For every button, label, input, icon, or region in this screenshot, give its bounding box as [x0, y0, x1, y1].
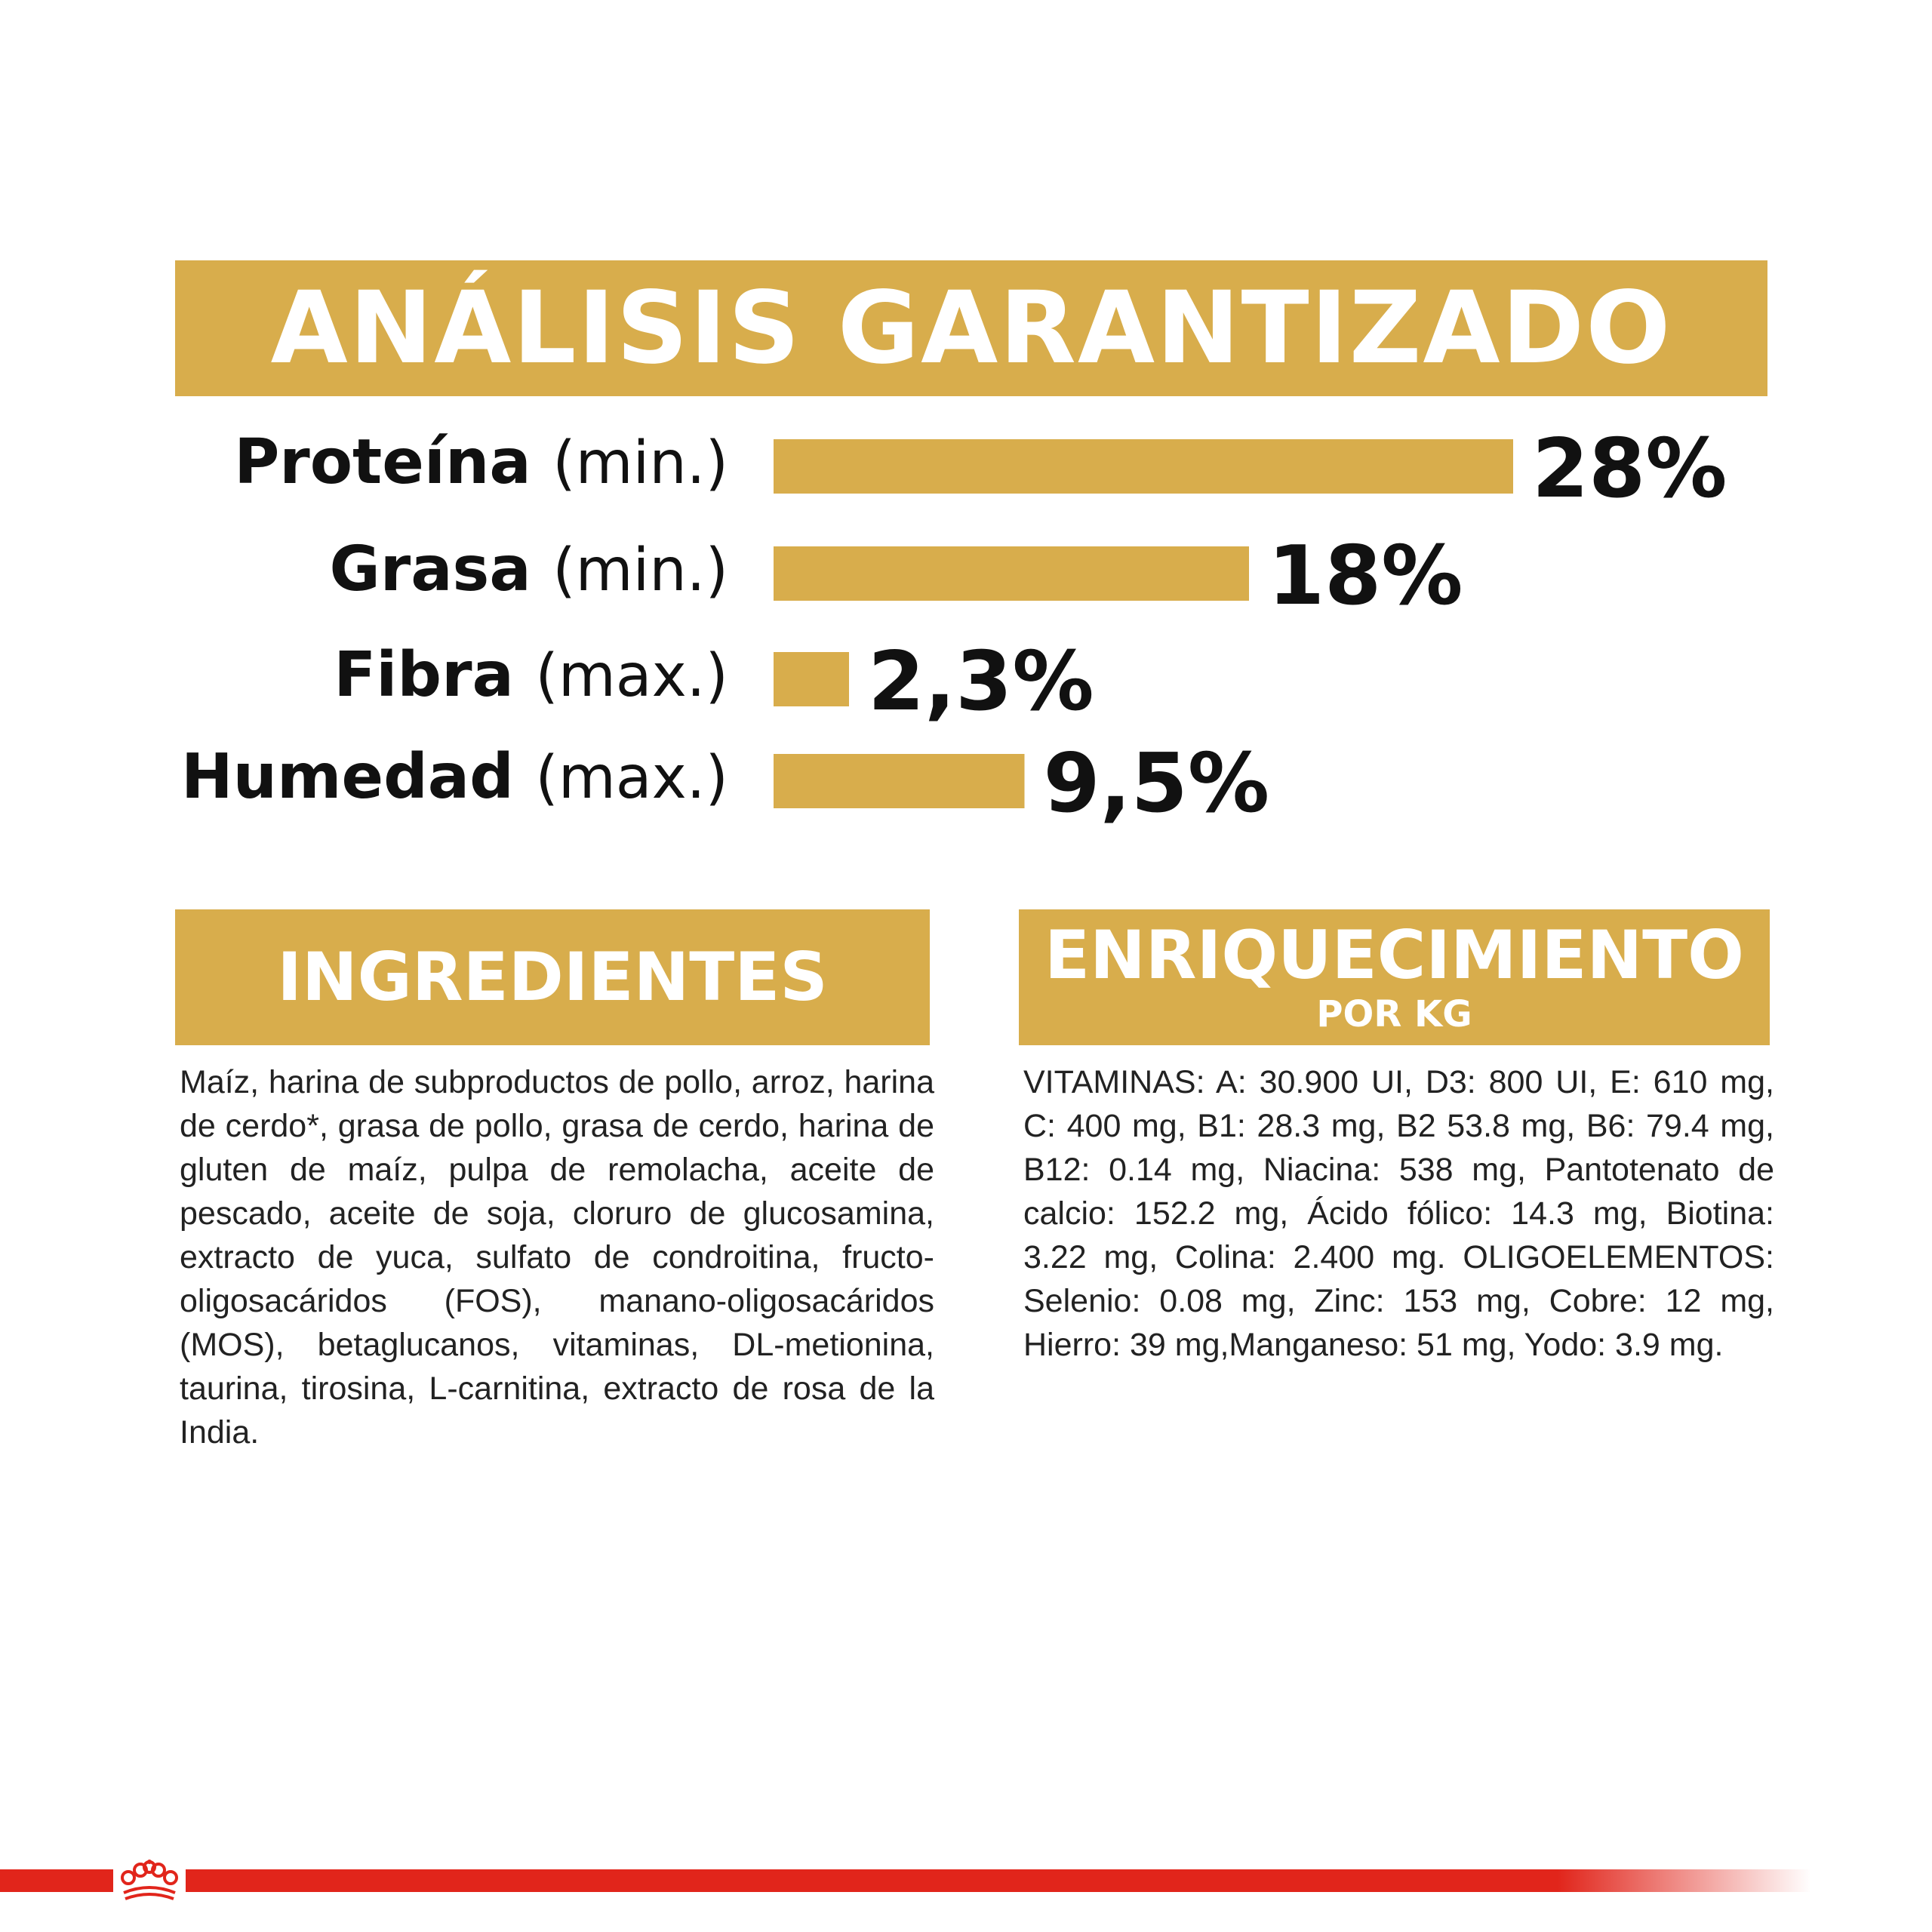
- value-label-grasa: 18%: [1268, 529, 1463, 623]
- row-qualifier: (min.): [552, 537, 728, 605]
- enrichment-title: ENRIQUECIMIENTO: [1044, 916, 1744, 994]
- row-qualifier: (min.): [552, 429, 728, 497]
- enrichment-header: [1019, 909, 1770, 1045]
- row-label-fibra: [334, 639, 728, 711]
- bar-fibra: [774, 652, 849, 706]
- row-qualifier: (max.): [535, 642, 728, 710]
- row-label-proteína: [234, 426, 728, 498]
- chart-title-banner: [175, 260, 1767, 396]
- value-label-humedad: 9,5%: [1043, 737, 1270, 831]
- row-label-grasa: [329, 534, 728, 605]
- ingredients-header: [175, 909, 930, 1045]
- chart-title: ANÁLISIS GARANTIZADO: [270, 270, 1672, 386]
- row-category: Grasa: [329, 534, 553, 605]
- row-category: Proteína: [234, 426, 553, 498]
- value-label-fibra: 2,3%: [868, 635, 1094, 729]
- row-category: Fibra: [334, 639, 536, 711]
- row-qualifier: (max.): [535, 744, 728, 812]
- bar-grasa: [774, 546, 1249, 601]
- guaranteed-analysis-chart: [0, 423, 1932, 845]
- enrichment-subtitle: POR KG: [1316, 993, 1472, 1035]
- enrichment-text: VITAMINAS: A: 30.900 UI, D3: 800 UI, E: 610 mg, C: 400 mg, B1: 28.3 mg, B2 53.8 mg, B6: 79.4 mg, B12: 0.14 mg, Niacina: 538 mg, Pantotenato de calcio: 152.2 mg, Ácido fólico: 14.3 mg, Biotina: 3.22 mg, Colina: 2.400 mg. OLIGOELEMENTOS: Selenio: 0.08 mg, Zinc: 153 mg, Cobre: 12 mg, Hierro: 39 mg,Manganeso: 51 mg, Yodo: 3.9 mg.: [1023, 1064, 1774, 1363]
- row-label-humedad: [181, 741, 728, 813]
- bar-proteína: [774, 439, 1513, 494]
- crown-icon: [118, 1860, 181, 1902]
- footer-brand-bar: [0, 1869, 1811, 1892]
- value-label-proteína: 28%: [1532, 422, 1727, 516]
- ingredients-title: INGREDIENTES: [277, 938, 828, 1016]
- ingredients-text: Maíz, harina de subproductos de pollo, arroz, harina de cerdo*, grasa de pollo, grasa de cerdo, harina de gluten de maíz, pulpa de remolacha, aceite de pescado, aceite de soja, cloruro de glucosamina, extracto de yuca, sulfato de condroitina, fructo-oligosacáridos (FOS), manano-oligosacáridos (MOS), betaglucanos, vitaminas, DL-metionina, taurina, tirosina, L-carnitina, extracto de rosa de la India.: [180, 1064, 934, 1451]
- bar-humedad: [774, 754, 1025, 808]
- row-category: Humedad: [181, 741, 536, 813]
- brand-logo: [113, 1854, 186, 1908]
